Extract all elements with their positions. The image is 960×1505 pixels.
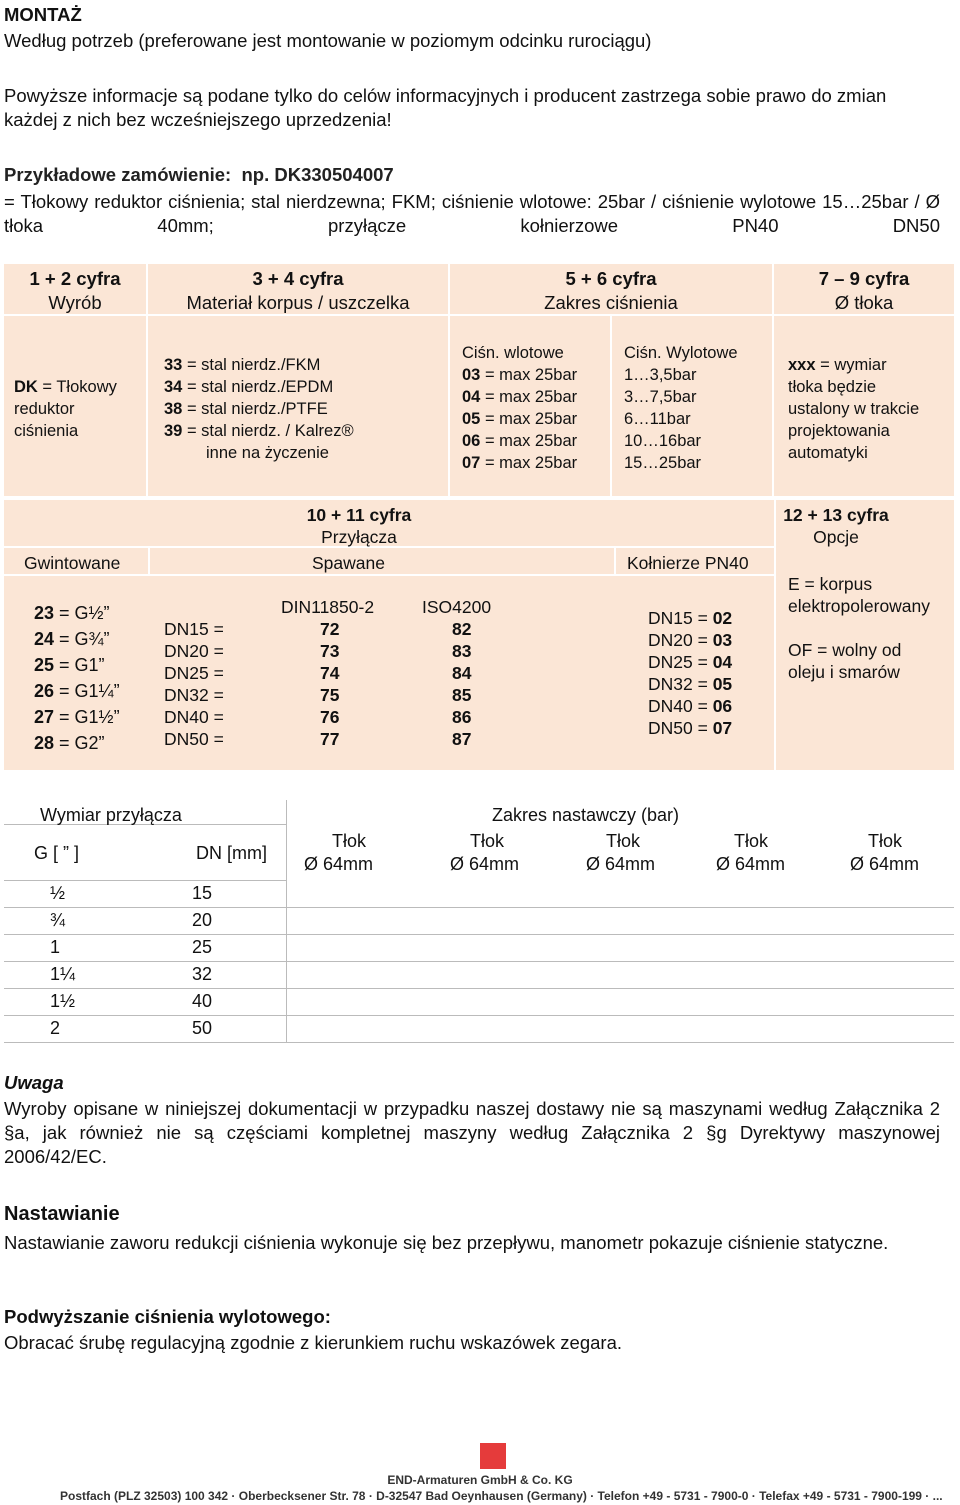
inlet-title: Ciśn. wlotowe (462, 344, 564, 362)
welded-iso-code: 85 (452, 685, 472, 705)
dn-value: 20 (192, 910, 213, 930)
threaded-code: 23 (34, 603, 55, 623)
welded-din-code: 72 (320, 619, 340, 639)
piston-size: Ø 64mm (716, 854, 786, 874)
flanged-item (648, 651, 732, 673)
threaded-item (34, 626, 120, 652)
material-cell (148, 316, 450, 496)
piston-line (788, 354, 954, 376)
welded-iso-code: 87 (452, 729, 472, 749)
col-header-title: 7 – 9 cyfra (818, 268, 910, 289)
g-value: ½ (50, 883, 66, 903)
connections-header-title: 10 + 11 cyfra (306, 505, 412, 525)
threaded-item (34, 678, 120, 704)
flanged-code: 07 (712, 718, 733, 738)
welded-dn: DN25 = (164, 663, 224, 683)
option-line: oleju i smarów (788, 662, 900, 682)
col-header-material (148, 264, 450, 316)
col-flanged: Kołnierze PN40 (627, 553, 749, 573)
nastawianie-title: Nastawianie (4, 1203, 120, 1225)
welded-iso-code: 83 (452, 641, 472, 661)
material-item (164, 376, 448, 398)
connections-table (4, 500, 954, 770)
product-cell (4, 316, 148, 496)
product-code: DK (14, 378, 38, 396)
threaded-code: 26 (34, 681, 55, 701)
flanged-code: 06 (712, 696, 733, 716)
product-line (14, 376, 146, 398)
threaded-text: = G1¼” (54, 681, 120, 701)
dn-value: 32 (192, 964, 213, 984)
threaded-text: = G1” (54, 655, 105, 675)
col-header-title: 1 + 2 cyfra (29, 268, 121, 289)
col-header-product (4, 264, 148, 316)
welded-row (164, 684, 471, 706)
welded-std-din: DIN11850-2 (281, 597, 375, 617)
material-text: = stal nierdz./EPDM (182, 378, 334, 396)
piston-size: Ø 64mm (850, 854, 920, 874)
piston-cell (774, 316, 954, 496)
option-line: E = korpus (788, 574, 873, 594)
g-value: 1 (50, 937, 61, 957)
piston-size: Ø 64mm (304, 854, 374, 874)
option-line: elektropolerowany (788, 596, 931, 616)
piston-line: ustalony w trakcie (788, 400, 920, 418)
welded-din-code: 75 (320, 685, 340, 705)
outlet-item: 1…3,5bar (624, 366, 697, 384)
inlet-text: = max 25bar (480, 454, 578, 472)
flanged-dn: DN15 = (648, 608, 713, 628)
col-header-pressure (450, 264, 774, 316)
material-item (164, 398, 448, 420)
flanged-dn: DN40 = (648, 696, 713, 716)
g-value: 2 (50, 1018, 61, 1038)
piston-code: xxx (788, 356, 816, 374)
disclaimer-paragraph: Powyższe informacje są podane tylko do celów informacyjnych i producent zastrzega sobie prawo do zmian każdej z nich bez wcześniejszego uprzedzenia! (4, 85, 887, 131)
ordering-code-table (4, 264, 954, 496)
threaded-text: = G¾” (54, 629, 110, 649)
welded-std-iso: ISO4200 (422, 597, 492, 617)
threaded-code: 24 (34, 629, 55, 649)
piston-label: Tłok (470, 831, 505, 851)
welded-iso-code: 86 (452, 707, 472, 727)
piston-label: Tłok (332, 831, 367, 851)
inlet-code: 03 (462, 366, 481, 384)
order-example-code: np. DK330504007 (241, 164, 394, 185)
inlet-text: = max 25bar (480, 388, 578, 406)
flanged-item (648, 717, 732, 739)
inlet-code: 04 (462, 388, 481, 406)
g-value: 1¼ (50, 964, 76, 984)
outlet-item: 10…16bar (624, 432, 702, 450)
welded-dn: DN20 = (164, 641, 224, 661)
outlet-title: Ciśn. Wylotowe (624, 344, 738, 362)
flanged-code: 03 (712, 630, 733, 650)
dn-value: 40 (192, 991, 213, 1011)
threaded-text: = G2” (54, 733, 105, 753)
g-header: G [ ” ] (34, 843, 79, 863)
uwaga-text: Wyroby opisane w niniejszej dokumentacji w przypadku naszej dostawy nie są maszynami według Załącznika 2 §a, jak również nie są częściami kompletnej maszyny według Załącznika 2 §g Dyrektywy maszynowej 2006/42/EC. (4, 1098, 940, 1168)
montaz-line: Według potrzeb (preferowane jest montowanie w poziomym odcinku rurociągu) (4, 30, 652, 51)
threaded-list (34, 600, 120, 756)
inlet-pressure-cell (450, 316, 612, 496)
order-example-description: = Tłokowy reduktor ciśnienia; stal nierdzewna; FKM; ciśnienie wlotowe: 25bar / ciśnienie wylotowe 15…25bar / Ø tłoka 40mm; przyłącze kołnierzowe PN40 DN50 (4, 191, 940, 237)
options-list (788, 573, 930, 683)
piston-line: projektowania (788, 422, 890, 440)
col-header-title: 5 + 6 cyfra (565, 268, 657, 289)
welded-din-code: 77 (320, 729, 340, 749)
welded-dn: DN40 = (164, 707, 224, 727)
company-logo-icon (480, 1443, 506, 1469)
option-line: OF = wolny od (788, 640, 902, 660)
piston-text: = wymiar (815, 356, 887, 374)
product-line-2: reduktor (14, 400, 75, 418)
flanged-code: 05 (712, 674, 733, 694)
flanged-code: 02 (712, 608, 733, 628)
inlet-text: = max 25bar (480, 432, 578, 450)
welded-list (164, 618, 471, 750)
section-title-montaz: MONTAŻ (4, 4, 82, 25)
material-item (164, 354, 448, 376)
welded-din-code: 73 (320, 641, 340, 661)
threaded-item (34, 600, 120, 626)
piston-label: Tłok (734, 831, 769, 851)
footer-address: Postfach (PLZ 32503) 100 342 · Oberbecksener Str. 78 · D-32547 Bad Oeynhausen (Germany) · Telefon +49 - 5731 - 7900-0 · Telefax +49 - 5731 - 7900-199 · ... (60, 1489, 943, 1503)
flanged-dn: DN32 = (648, 674, 713, 694)
welded-dn: DN15 = (164, 619, 224, 639)
piston-line: automatyki (788, 444, 868, 462)
material-item (164, 420, 448, 442)
material-code: 38 (164, 400, 183, 418)
footer-company: END-Armaturen GmbH & Co. KG (387, 1473, 573, 1487)
podwyzszanie-title: Podwyższanie ciśnienia wylotowego: (4, 1306, 331, 1327)
dn-value: 25 (192, 937, 213, 957)
col-header-piston (774, 264, 954, 316)
threaded-code: 27 (34, 707, 55, 727)
welded-din-code: 76 (320, 707, 340, 727)
welded-iso-code: 82 (452, 619, 472, 639)
dn-value: 50 (192, 1018, 213, 1038)
dn-value: 15 (192, 883, 213, 903)
piston-label: Tłok (606, 831, 641, 851)
flanged-code: 04 (712, 652, 733, 672)
inlet-text: = max 25bar (480, 366, 578, 384)
col-header-sub: Ø tłoka (834, 292, 894, 314)
piston-line: tłoka będzie (788, 378, 877, 396)
inlet-item (462, 452, 610, 474)
inlet-text: = max 25bar (480, 410, 578, 428)
outlet-pressure-cell (612, 316, 774, 496)
flanged-item (648, 629, 732, 651)
welded-dn: DN50 = (164, 729, 224, 749)
material-text: = stal nierdz. / Kalrez® (182, 422, 354, 440)
connections-header-sub: Przyłącza (321, 527, 397, 547)
col-header-sub: Materiał korpus / uszczelka (186, 292, 410, 314)
podwyzszanie-text: Obracać śrubę regulacyjną zgodnie z kierunkiem ruchu wskazówek zegara. (4, 1332, 622, 1353)
col-header-sub: Wyrób (48, 292, 102, 314)
flanged-dn: DN50 = (648, 718, 713, 738)
piston-size: Ø 64mm (450, 854, 520, 874)
options-header-sub: Opcje (813, 527, 859, 547)
outlet-item: 3…7,5bar (624, 388, 697, 406)
dn-header: DN [mm] (196, 843, 267, 863)
piston-size: Ø 64mm (586, 854, 656, 874)
welded-row (164, 640, 471, 662)
material-other: inne na życzenie (206, 444, 329, 462)
product-text: = Tłokowy (37, 378, 117, 396)
flanged-dn: DN20 = (648, 630, 713, 650)
inlet-item (462, 408, 610, 430)
welded-row (164, 618, 471, 640)
options-header-title: 12 + 13 cyfra (783, 505, 889, 525)
welded-row (164, 706, 471, 728)
nastawianie-text: Nastawianie zaworu redukcji ciśnienia wykonuje się bez przepływu, manometr pokazuje ciśnienie statyczne. (4, 1232, 889, 1253)
col-header-sub: Zakres ciśnienia (544, 292, 678, 314)
welded-iso-code: 84 (452, 663, 472, 683)
col-threaded: Gwintowane (24, 553, 121, 573)
flanged-dn: DN25 = (648, 652, 713, 672)
inlet-item (462, 386, 610, 408)
order-example-label: Przykładowe zamówienie: (4, 164, 232, 185)
uwaga-title: Uwaga (4, 1072, 64, 1093)
order-example-heading (4, 163, 940, 187)
col-welded: Spawane (312, 553, 385, 573)
material-text: = stal nierdz./PTFE (182, 400, 328, 418)
outlet-item: 6…11bar (624, 410, 691, 428)
material-code: 33 (164, 356, 183, 374)
welded-din-code: 74 (320, 663, 340, 683)
material-text: = stal nierdz./FKM (182, 356, 321, 374)
welded-dn: DN32 = (164, 685, 224, 705)
flanged-item (648, 673, 732, 695)
flanged-list (648, 607, 732, 739)
col-header-title: 3 + 4 cyfra (252, 268, 344, 289)
g-value: 1½ (50, 991, 76, 1011)
threaded-text: = G1½” (54, 707, 120, 727)
threaded-text: = G½” (54, 603, 110, 623)
flanged-item (648, 695, 732, 717)
flanged-item (648, 607, 732, 629)
inlet-code: 06 (462, 432, 481, 450)
range-header: Zakres nastawczy (bar) (492, 805, 680, 825)
welded-row (164, 662, 471, 684)
inlet-item (462, 430, 610, 452)
outlet-item: 15…25bar (624, 454, 702, 472)
material-code: 34 (164, 378, 183, 396)
threaded-item (34, 730, 120, 756)
threaded-code: 28 (34, 733, 55, 753)
piston-label: Tłok (868, 831, 903, 851)
material-code: 39 (164, 422, 183, 440)
welded-row (164, 728, 471, 750)
threaded-item (34, 652, 120, 678)
threaded-item (34, 704, 120, 730)
inlet-code: 07 (462, 454, 481, 472)
g-value: ¾ (50, 910, 66, 930)
inlet-code: 05 (462, 410, 481, 428)
product-line-3: ciśnienia (14, 422, 79, 440)
inlet-item (462, 364, 610, 386)
threaded-code: 25 (34, 655, 55, 675)
conn-dim-header: Wymiar przyłącza (40, 805, 182, 825)
